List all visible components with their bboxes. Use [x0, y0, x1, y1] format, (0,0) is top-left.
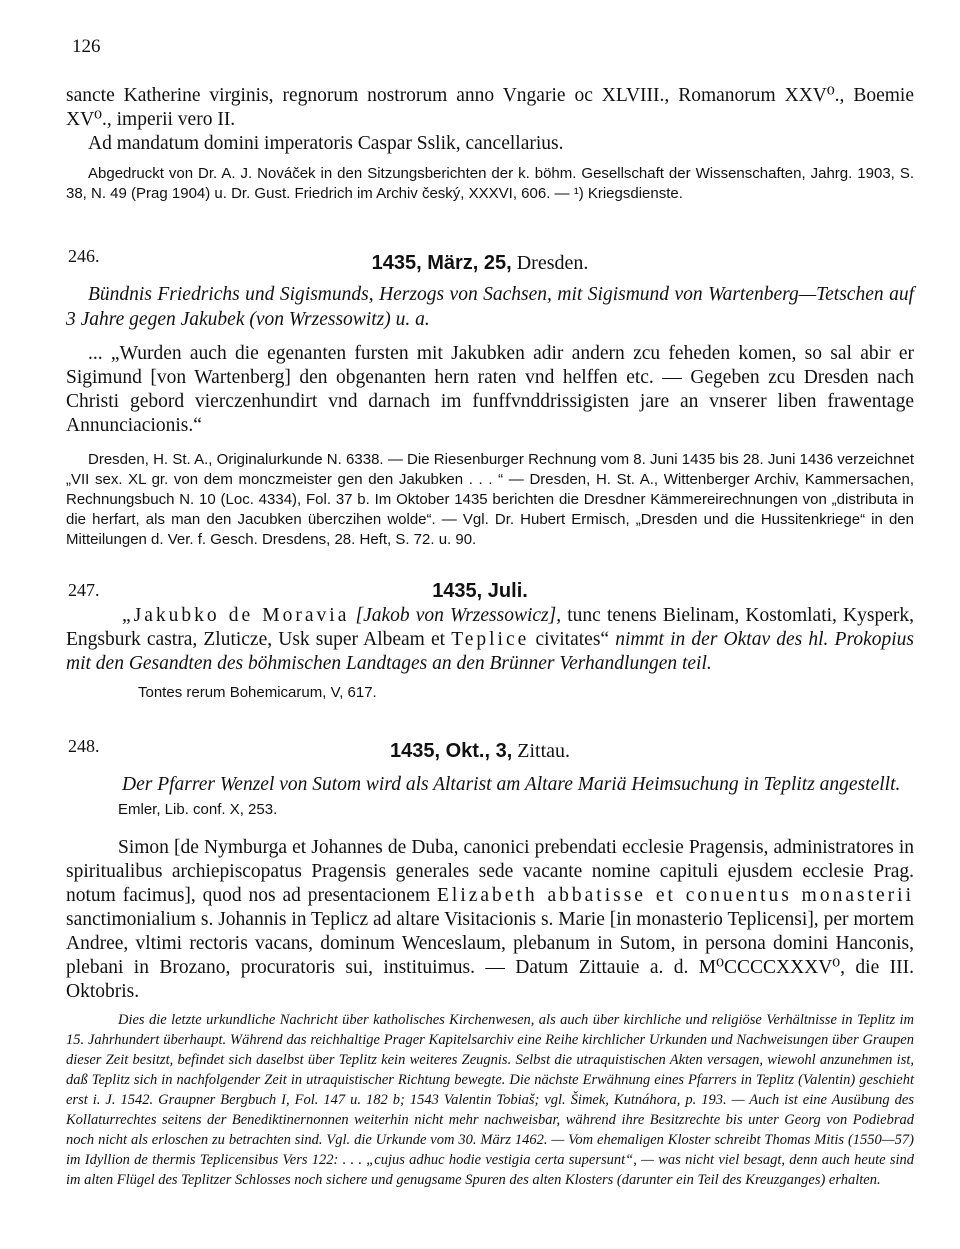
entry-247-source: Tontes rerum Bohemicarum, V, 617. — [138, 684, 377, 701]
entry-248-number: 248. — [68, 736, 100, 756]
entry-247-editorial: [Jakob von Wrzessowicz], — [355, 605, 562, 626]
entry-248-text-b: sanctimonialium s. Johannis in Teplicz ad altare Visitacionis s. Marie [in monasterio Teplicensi], per mortem Andree, vltimi rectoris vacans, dominum Wenceslaum, plebanum in Sutom, in persona domini Hanconis, plebani in Brozano, procuratoris sui, instituimus. — Datum Zittauie a. d. M⁰CCCCXXXV⁰, die III. Oktobris. — [66, 909, 914, 1002]
entry-247-name: „Jakubko de Moravia — [122, 605, 350, 626]
entry-247-civitates: civitates“ — [535, 629, 610, 650]
entry-246-number: 246. — [68, 246, 100, 266]
entry-248-note: Dies die letzte urkundliche Nachricht über katholisches Kirchenwesen, als auch über kirchliche und religiöse Verhältnisse in Teplitz im 15. Jahrhundert überhaupt. Während das reichhaltige Prager Kapitelsarchiv eine Reihe kirchlicher Urkunden und Nachweisungen über Graupen dieser Zeit besitzt, befindet sich daselbst über Teplitz kein weiteres Zeugnis. Selbst die utraquistischen Akten versagen, wiewohl anzunehmen ist, daß Teplitz sich in nachfolgender Zeit in utraquistischer Richtung bewegte. Die nächste Erwähnung eines Pfarrers in Teplitz (Valentin) geschieht erst i. J. 1542. Graupner Bergbuch I, Fol. 147 u. 182 b; 1543 Valentin Tobiaš; vgl. Šimek, Kutnáhora, p. 193. — Auch ist eine Ausübung des Kollaturrechtes seitens der Benediktinernonnen weiterhin nicht mehr nachweisbar, während ihre Besitzrechte bis unter Georg von Podiebrad noch nicht als erloschen zu betrachten sind. Vgl. die Urkunde vom 30. März 1462. — Vom ehemaligen Kloster schreibt Thomas Mitis (1550—57) im Idyllion de thermis Teplicensibus Vers 122: . . . „cujus adhuc hodie vestigia certa supersunt“, — was nicht viel besagt, denn auch heute sind im alten Flügel des Teplitzer Schlosses noch sichere und genugsame Spuren des alten Klosters (darunter ein Teil des Kreuzganges) erhalten. — [66, 1012, 914, 1188]
entry-246-date: 1435, März, 25, — [371, 252, 512, 274]
entry-248-text-a: Simon [de Nymburga et Johannes de Duba, canonici prebendati ecclesie Pragensis, administratores in spiritualibus archiepiscopatus Pragensis generales sede vacante nomine capituli ejusdem ecclesie Prag. notum facimus], quod nos ad presentacionem — [66, 837, 914, 906]
entry-248-text — [66, 836, 914, 1004]
prev-text-line: sancte Katherine virginis, regnorum nostrorum anno Vngarie oc XLVIII., Romanorum XXV⁰., Boemie XV⁰., imperii vero II. — [66, 85, 914, 130]
entry-247-german: nimmt in der Oktav des hl. Prokopius mit den Gesandten des böhmischen Landtages an den Brünner Verhandlungen teil. — [66, 629, 914, 674]
entry-248-regest: Der Pfarrer Wenzel von Sutom wird als Altarist am Altare Mariä Heimsuchung in Teplitz angestellt. — [122, 774, 901, 795]
entry-246-regest: Bündnis Friedrichs und Sigismunds, Herzogs von Sachsen, mit Sigismund von Wartenberg—Tetschen auf 3 Jahre gegen Jakubek (von Wrzessowitz) u. a. — [66, 284, 914, 330]
entry-246-heading — [0, 252, 960, 275]
entry-247-latin: tunc tenens Bielinam, Kostomlati, Kysperk, Engsburk castra, Zluticze, Usk super Albeam et — [66, 605, 914, 650]
entry-248-heading — [0, 740, 960, 763]
previous-document-tail — [66, 84, 914, 204]
entry-246-body — [66, 282, 914, 550]
entry-248-source: Emler, Lib. conf. X, 253. — [118, 801, 278, 818]
entry-247-heading — [0, 580, 960, 603]
entry-248-place: Zittau. — [517, 740, 571, 762]
entry-247-body — [66, 604, 914, 701]
entry-246-note: Dresden, H. St. A., Originalurkunde N. 6338. — Die Riesenburger Rechnung vom 8. Juni 1435 bis 28. Juni 1436 verzeichnet „VII sex. XL gr. von dem monczmeister gen den Jakubken . . . “ — Dresden, H. St. A., Wittenberger Archiv, Kammersachen, Rechnungsbuch N. 10 (Loc. 4334), Fol. 37 b. Im Oktober 1435 berichten die Dresdner Kämmereirechnungen von „distributa in die herfart, als man den Jacubken überczihen wolde“. — Vgl. Dr. Hubert Ermisch, „Dresden und die Hussitenkriege“ in den Mitteilungen d. Ver. f. Gesch. Dresdens, 28. Heft, S. 72. u. 90. — [66, 451, 914, 548]
page-number: 126 — [72, 36, 101, 57]
entry-247-number: 247. — [68, 580, 100, 600]
entry-248-body — [66, 772, 914, 1190]
entry-248-date: 1435, Okt., 3, — [389, 740, 513, 762]
entry-246-place: Dresden. — [516, 252, 589, 274]
entry-247-text — [66, 604, 914, 676]
entry-248-abbess: Elizabeth abbatisse et conuentus monasterii — [436, 885, 915, 906]
prev-footnote: Abgedruckt von Dr. A. J. Nováček in den Sitzungsberichten der k. böhm. Gesellschaft der Wissenschaften, Jahrg. 1903, S. 38, N. 49 (Prag 1904) u. Dr. Gust. Friedrich im Archiv český, XXXVI, 606. — ¹) Kriegsdienste. — [66, 165, 914, 202]
entry-247-date: 1435, Juli. — [432, 580, 528, 602]
prev-mandatum-line: Ad mandatum domini imperatoris Caspar Sslik, cancellarius. — [88, 133, 564, 154]
entry-246-text: ... „Wurden auch die egenanten fursten mit Jakubken adir andern zcu feheden komen, so sal abir er Sigimund [von Wartenberg] den obgenanten hern raten vnd helffen etc. — Gegeben zcu Dresden nach Christi gebord vierczenhundirt vnd darnach im funffvnddrissigisten jare an vnserer liben frawentage Annunciacionis.“ — [66, 343, 914, 436]
entry-247-teplice: Teplice — [451, 629, 530, 650]
